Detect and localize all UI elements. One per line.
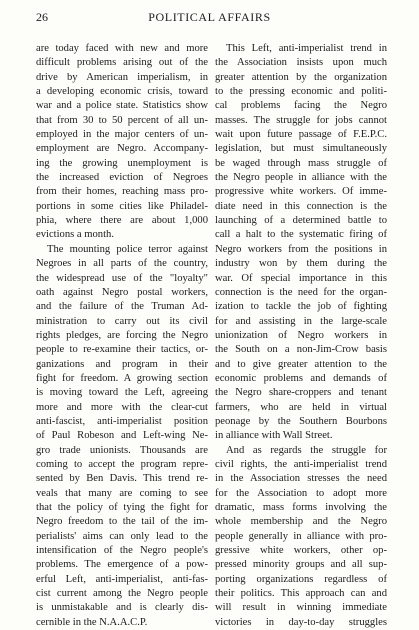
text-line: that the policy of tying the fight for — [36, 502, 208, 513]
text-line: is unmistakable and is clearly dis- — [36, 602, 208, 614]
text-line: cernible in the N.A.A.C.P. — [36, 616, 148, 628]
text-line: to the pressing economic and politi- — [215, 86, 387, 98]
text-line: sented by Ben Davis. This trend re- — [36, 473, 208, 485]
text-line: legislation, but must simultaneously — [215, 143, 387, 155]
text-line: be waged through mass struggle of — [215, 157, 387, 169]
text-line: And as regards the struggle for — [226, 444, 387, 456]
text-line: for and assisting in the large-scale — [215, 315, 387, 327]
text-line: peonage by the Southern Bourbons — [215, 415, 387, 427]
text-line: victories in day-to-day struggles — [215, 616, 387, 628]
text-line: This Left, anti-imperialist trend in — [226, 43, 387, 54]
text-line: diate need in this connection is the — [215, 200, 387, 212]
page-header — [0, 0, 419, 30]
text-line: people generally in alliance with pro- — [215, 530, 387, 542]
text-line: gro trade unionists. Thousands are — [36, 444, 208, 456]
text-line: greater attention by the organization — [215, 71, 387, 83]
text-line: people to re-examine their tactics, or- — [36, 344, 208, 356]
text-line: for the Association to adopt more — [215, 487, 387, 499]
text-line: more and more with the clear-cut — [36, 401, 208, 413]
text-line: masses. The struggle for jobs cannot — [215, 114, 387, 126]
paragraph — [36, 243, 208, 630]
text-line: is moving toward the Left, agreeing — [36, 387, 208, 399]
text-line: phia, where there are about 1,000 — [36, 215, 208, 227]
text-line: of Paul Robeson and Left-wing Ne- — [36, 430, 208, 442]
text-line: are today faced with new and more — [36, 43, 208, 54]
text-line: progressive white workers. Of imme- — [215, 186, 387, 198]
text-line: difficult problems arising out of the — [36, 57, 208, 69]
text-line: war. Of special importance in this — [215, 272, 387, 284]
text-line: call a halt to the systematic firing of — [215, 229, 387, 241]
text-line: the South on a non-Jim-Crow basis — [215, 344, 387, 356]
text-line: fight for freedom. A growing section — [36, 372, 208, 384]
text-line: unionization of Negro workers in — [215, 329, 387, 341]
text-line: employment are Negro. Accompany- — [36, 143, 208, 155]
text-line: cal problems facing the Negro — [215, 100, 387, 112]
text-line: the Negro people in alliance with the — [215, 172, 387, 184]
text-line: will result in winning immediate — [215, 602, 387, 614]
text-line: ization to tackle the job of fighting — [215, 301, 387, 313]
text-line: the increased eviction of Negroes — [36, 172, 208, 184]
text-line: employed in the major centers of un- — [36, 129, 208, 141]
paragraph — [36, 42, 208, 243]
page-number: 26 — [36, 10, 48, 24]
text-line: and the failure of the Truman Ad- — [36, 301, 208, 313]
text-line: gressive white workers, other op- — [215, 545, 387, 557]
text-line: industry won by them during the — [215, 258, 387, 270]
text-line: dramatic, mass forms involving the — [215, 502, 387, 513]
text-line: in alliance with Wall Street. — [215, 430, 333, 442]
text-line: whole membership and the Negro — [215, 516, 387, 528]
paragraph — [215, 444, 387, 630]
text-line: perialists' aims can only lead to the — [36, 530, 208, 542]
text-line: connection is the need for the organ- — [215, 286, 387, 298]
text-line: a developing economic crisis, toward — [36, 86, 208, 98]
text-line: drive by American imperialism, in — [36, 71, 208, 83]
text-line: Negro freedom to the tail of the im- — [36, 516, 208, 528]
text-line: evictions a month. — [36, 229, 114, 241]
text-line: oath against Negro postal workers, — [36, 286, 208, 298]
right-column — [215, 42, 387, 630]
text-line: anti-fascist, anti-imperialist position — [36, 415, 208, 427]
left-column — [36, 42, 208, 630]
text-line: wait upon future passage of F.E.P.C. — [215, 129, 387, 141]
text-line: veals that many are coming to see — [36, 487, 208, 499]
text-line: problems. The emergence of a pow- — [36, 559, 208, 571]
text-line: the Association insists upon much — [215, 57, 387, 69]
text-line: ganizations and program in their — [36, 358, 208, 370]
text-line: coming to accept the program repre- — [36, 458, 208, 470]
text-line: The mounting police terror against — [47, 243, 208, 255]
text-line: rights pledges, are forcing the Negro — [36, 329, 208, 341]
text-line: civil rights, the anti-imperialist trend — [215, 458, 387, 470]
text-line: the widespread use of the "loyalty" — [36, 272, 208, 284]
paragraph — [215, 42, 387, 444]
running-head: POLITICAL AFFAIRS — [148, 10, 271, 24]
text-line: portions in some cities like Philadel- — [36, 200, 208, 212]
text-line: in the Association stresses the need — [215, 473, 387, 485]
text-line: ministration to carry out its civil — [36, 315, 208, 327]
text-line: ing the growing unemployment is — [36, 157, 208, 169]
text-line: Negroes in all parts of the country, — [36, 258, 208, 270]
text-line: the Negro share-croppers and tenant — [215, 387, 387, 399]
text-line: launching of a determined battle to — [215, 215, 387, 227]
text-line: that from 30 to 50 percent of all un- — [36, 114, 208, 126]
text-line: intensification of the Negro people's — [36, 545, 208, 557]
text-line: and to give greater attention to the — [215, 358, 387, 370]
text-line: porting organizations regardless of — [215, 573, 387, 585]
text-line: Negro workers from the positions in — [215, 243, 387, 255]
text-line: erful Left, anti-imperialist, anti-fas- — [36, 573, 208, 585]
text-line: economic problems and demands of — [215, 372, 387, 384]
text-line: pressed minority groups and all sup- — [215, 559, 387, 571]
text-line: farmers, who are held in virtual — [215, 401, 387, 413]
text-line: from their homes, reaching mass pro- — [36, 186, 208, 198]
text-line: cist current among the Negro people — [36, 588, 208, 600]
text-line: their politics. This approach can and — [215, 588, 387, 600]
text-line: war and a police state. Statistics show — [36, 100, 208, 112]
